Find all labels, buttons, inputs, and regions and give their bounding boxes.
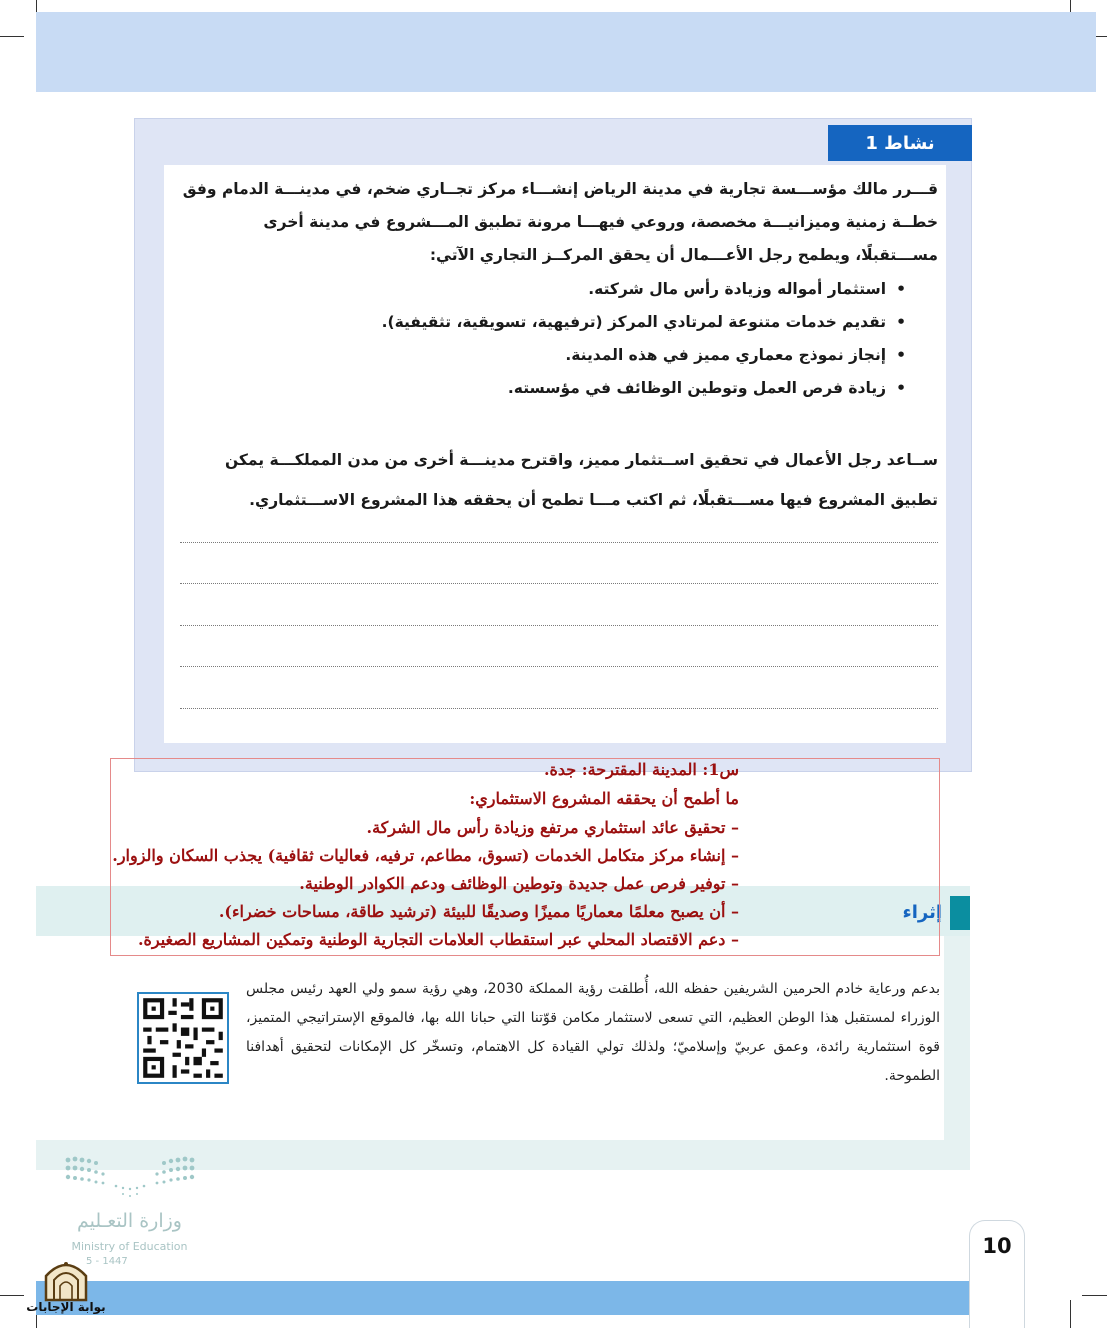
answer-line: س1: المدينة المقترحة: جدة. bbox=[543, 760, 739, 779]
list-item: • استثمار أمواله وزيادة رأس مال شركته. bbox=[178, 273, 906, 306]
answer-line: – إنشاء مركز متكامل الخدمات (تسوق، مطاعم، ترفيه، فعاليات ثقافية) يجذب السكان والزوار. bbox=[112, 846, 739, 865]
site-logo-icon[interactable] bbox=[40, 1256, 92, 1302]
activity-question: ســاعد رجل الأعمال في تحقيق اســتثمار مميز، واقترح مدينـــة أخرى من مدن المملكـــة يمكن تطبيق المشروع فيها مســـتقبلًا، ثم اكتب مـــا تطمح أن يحققه هذا المشروع الاســـتثماري. bbox=[224, 451, 938, 509]
academic-year: 5 - 1447 bbox=[86, 1256, 128, 1267]
answer-line: – أن يصبح معلمًا معماريًا مميزًا وصديقًا للبيئة (ترشيد طاقة، مساحات خضراء). bbox=[218, 902, 739, 921]
answer-line: – دعم الاقتصاد المحلي عبر استقطاب العلامات التجارية الوطنية وتمكين المشاريع الصغيرة. bbox=[137, 930, 739, 949]
answer-write-line[interactable] bbox=[180, 666, 938, 667]
qr-code-icon[interactable] bbox=[137, 992, 229, 1084]
activity-title: نشاط 1 bbox=[828, 125, 972, 161]
footer-band bbox=[36, 1281, 970, 1315]
enrichment-title: إثراء bbox=[902, 902, 942, 923]
site-name[interactable]: بوابة الإجابات bbox=[26, 1300, 106, 1314]
answer-write-line[interactable] bbox=[180, 583, 938, 584]
enrichment-marker bbox=[950, 896, 970, 930]
list-item: • إنجاز نموذج معماري مميز في هذه المدينة. bbox=[178, 339, 906, 372]
page-number: 10 bbox=[982, 1234, 1012, 1258]
answer-line: – تحقيق عائد استثماري مرتفع وزيادة رأس مال الشركة. bbox=[366, 818, 739, 837]
ministry-logo-icon bbox=[60, 1152, 200, 1202]
activity-intro: قـــرر مالك مؤســـسة تجارية في مدينة الرياض إنشـــاء مركز تجــاري ضخم، في مدينـــة الدمام وفق خطــة زمنية وميزانيـــة مخصصة، وروعي فيهـــا مرونة تطبيق المـــشروع في مدينة أخرى مســـتقبلًا، ويطمح رجل الأعـــمال أن يحقق المركــز التجاري الآتي: bbox=[182, 180, 938, 264]
answer-line: – توفير فرص عمل جديدة وتوطين الوظائف ودعم الكوادر الوطنية. bbox=[299, 874, 739, 893]
activity-bullet-list bbox=[178, 273, 906, 405]
list-item: • تقديم خدمات متنوعة لمرتادي المركز (ترفيهية، تسويقية، تثقيفية). bbox=[178, 306, 906, 339]
enrichment-text: بدعم ورعاية خادم الحرمين الشريفين حفظه الله، أُطلقت رؤية المملكة 2030، وهي رؤية سمو ولي العهد رئيس مجلس الوزراء لمستقبل هذا الوطن العظيم، التي تسعى لاستثمار مكامن قوّتنا التي حبانا الله بها، فالموقع الإستراتيجي المتميز، قوة استثمارية رائدة، وعمق عربيّ وإسلاميّ؛ ولذلك تولي القيادة كل الاهتمام، وتسخّر كل الإمكانات لتحقيق أهدافنا الطموحة. bbox=[246, 981, 940, 1084]
list-item: • زيادة فرص العمل وتوطين الوظائف في مؤسسته. bbox=[178, 372, 906, 405]
answer-write-line[interactable] bbox=[180, 625, 938, 626]
crop-mark bbox=[0, 1295, 24, 1296]
answer-write-line[interactable] bbox=[180, 708, 938, 709]
ministry-name-arabic: وزارة التعـليم bbox=[76, 1210, 182, 1232]
ministry-name-english: Ministry of Education bbox=[71, 1240, 188, 1253]
header-band bbox=[36, 12, 1096, 92]
crop-mark bbox=[1082, 1295, 1107, 1296]
crop-mark bbox=[1070, 1300, 1071, 1328]
answer-line: ما أطمح أن يحققه المشروع الاستثماري: bbox=[469, 789, 739, 808]
answer-write-line[interactable] bbox=[180, 542, 938, 543]
crop-mark bbox=[0, 36, 24, 37]
